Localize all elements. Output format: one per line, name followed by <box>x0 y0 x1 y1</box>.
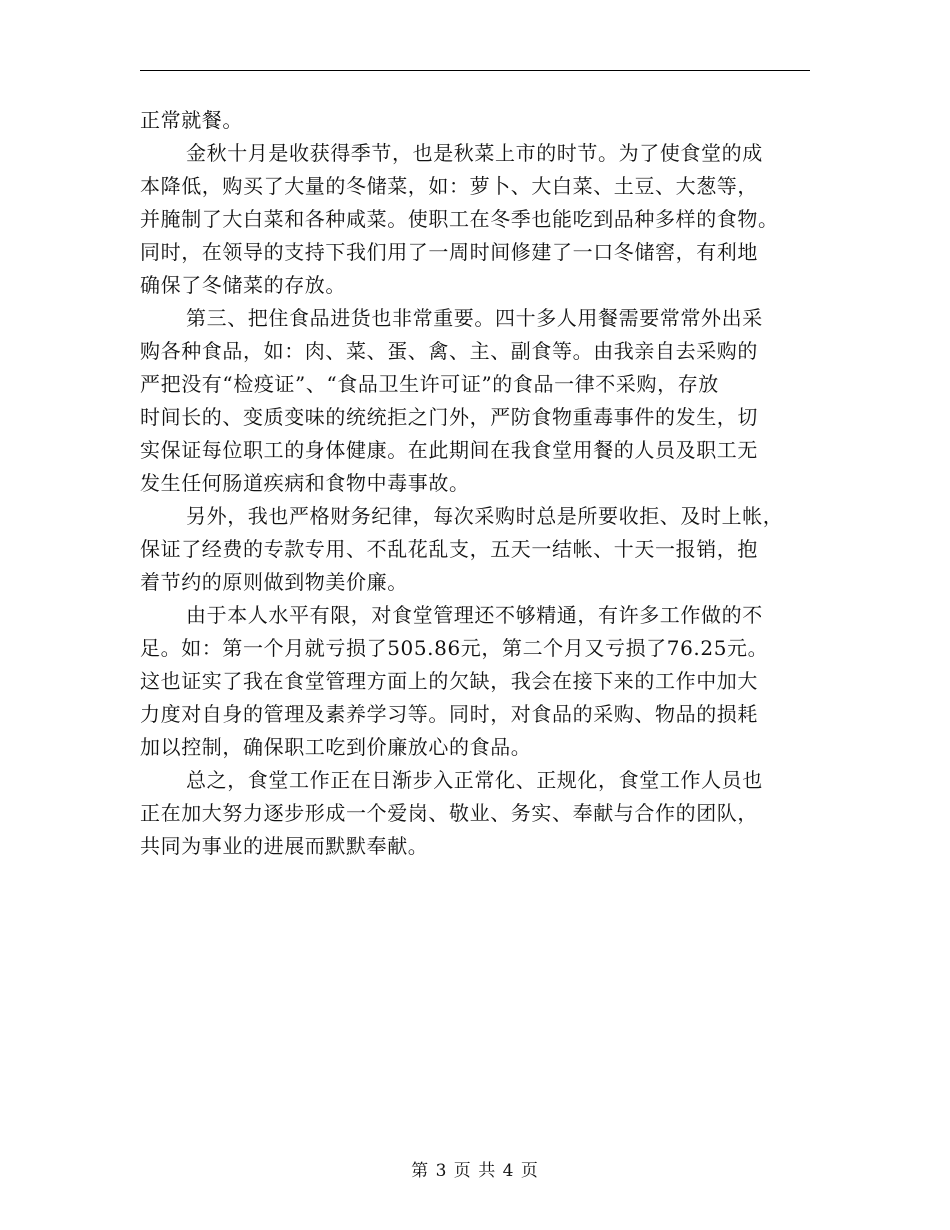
text-line: 购各种食品，如：肉、菜、蛋、禽、主、副食等。由我亲自去采购的 <box>140 339 758 363</box>
text-line: 并腌制了大白菜和各种咸菜。使职工在冬季也能吃到品种多样的食物。 <box>140 207 779 231</box>
text-line: 同时，在领导的支持下我们用了一周时间修建了一口冬储窖，有利地 <box>140 240 758 264</box>
text-line: 另外，我也严格财务纪律，每次采购时总是所要收拒、及时上帐， <box>186 504 784 528</box>
text-line: 确保了冬储菜的存放。 <box>140 273 346 297</box>
header-rule <box>140 70 810 71</box>
text-line: 发生任何肠道疾病和食物中毒事故。 <box>140 471 470 495</box>
text-line: 正在加大努力逐步形成一个爱岗、敬业、务实、奉献与合作的团队， <box>140 801 758 825</box>
text-line: 由于本人水平有限，对食堂管理还不够精通，有许多工作做的不 <box>186 603 763 627</box>
text-line: 总之，食堂工作正在日渐步入正常化、正规化，食堂工作人员也 <box>186 768 763 792</box>
page-footer: 第 3 页 共 4 页 <box>411 1161 539 1181</box>
text-line: 保证了经费的专款专用、不乱花乱支，五天一结帐、十天一报销，抱 <box>140 537 758 561</box>
text-line: 加以控制，确保职工吃到价廉放心的食品。 <box>140 735 532 759</box>
text-line: 共同为事业的进展而默默奉献。 <box>140 834 429 858</box>
document-body <box>140 104 810 863</box>
text-line: 本降低，购买了大量的冬储菜，如：萝卜、大白菜、土豆、大葱等， <box>140 174 758 198</box>
text-line: 正常就餐。 <box>140 108 243 132</box>
text-line: 实保证每位职工的身体健康。在此期间在我食堂用餐的人员及职工无 <box>140 438 758 462</box>
text-line: 金秋十月是收获得季节，也是秋菜上市的时节。为了使食堂的成 <box>186 141 763 165</box>
text-line: 这也证实了我在食堂管理方面上的欠缺，我会在接下来的工作中加大 <box>140 669 758 693</box>
text-line: 足。如：第一个月就亏损了505.86元，第二个月又亏损了76.25元。 <box>140 636 769 660</box>
text-line: 第三、把住食品进货也非常重要。四十多人用餐需要常常外出采 <box>186 306 763 330</box>
text-line: 时间长的、变质变味的统统拒之门外，严防食物重毒事件的发生，切 <box>140 405 758 429</box>
text-line: 严把没有“检疫证”、“食品卫生许可证”的食品一律不采购，存放 <box>140 372 719 396</box>
text-line: 着节约的原则做到物美价廉。 <box>140 570 408 594</box>
text-line: 力度对自身的管理及素养学习等。同时，对食品的采购、物品的损耗 <box>140 702 758 726</box>
